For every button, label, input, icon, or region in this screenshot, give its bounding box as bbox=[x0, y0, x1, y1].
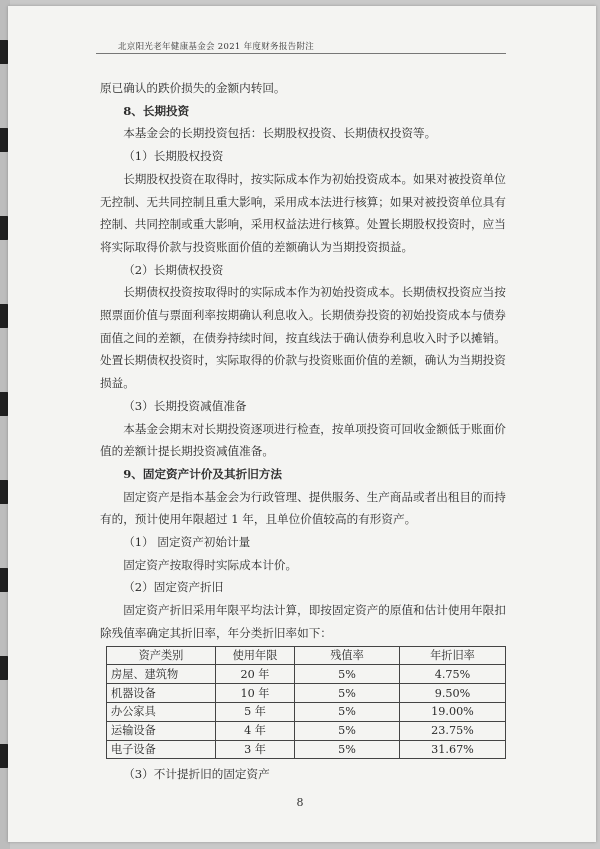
section-heading: 9、固定资产计价及其折旧方法 bbox=[123, 466, 282, 481]
table-cell: 房屋、建筑物 bbox=[107, 665, 216, 684]
section-heading: 8、长期投资 bbox=[123, 103, 190, 118]
table-cell: 5% bbox=[295, 740, 400, 759]
table-cell: 10 年 bbox=[216, 684, 295, 703]
table-header-row bbox=[107, 646, 506, 665]
subsection-heading: （1） 固定资产初始计量 bbox=[123, 535, 251, 550]
table-row bbox=[107, 721, 506, 740]
table-cell: 20 年 bbox=[216, 665, 295, 684]
table-cell: 5% bbox=[295, 702, 400, 721]
depreciation-table bbox=[106, 646, 506, 760]
table-header-cell: 资产类别 bbox=[107, 646, 216, 665]
table-cell: 运输设备 bbox=[107, 721, 216, 740]
table-cell: 4 年 bbox=[216, 721, 295, 740]
table-row bbox=[107, 684, 506, 703]
subsection-heading: （3）长期投资减值准备 bbox=[123, 398, 247, 413]
subsection-heading: （1）长期股权投资 bbox=[123, 149, 224, 164]
page-number: 8 bbox=[296, 796, 304, 809]
table-row bbox=[107, 740, 506, 759]
table-cell: 5% bbox=[295, 665, 400, 684]
table-cell: 4.75% bbox=[400, 665, 506, 684]
table-cell: 5 年 bbox=[216, 702, 295, 721]
paragraph: 固定资产折旧采用年限平均法计算，即按固定资产的原值和估计使用年限扣除残值率确定其折旧率，年分类折旧率如下： bbox=[100, 603, 506, 640]
table-cell: 5% bbox=[295, 721, 400, 740]
subsection-heading: （2）长期债权投资 bbox=[123, 262, 224, 277]
table-row bbox=[107, 665, 506, 684]
paragraph: 本基金会期末对长期投资逐项进行检查，按单项投资可回收金额低于账面价值的差额计提长期投资减值准备。 bbox=[100, 421, 506, 459]
table-cell: 5% bbox=[295, 684, 400, 703]
document-body bbox=[100, 77, 510, 786]
subsection-heading: （3）不计提折旧的固定资产 bbox=[123, 767, 270, 782]
paragraph: 原已确认的跌价损失的金额内转回。 bbox=[100, 81, 286, 95]
table-row bbox=[107, 702, 506, 721]
table-cell: 23.75% bbox=[400, 721, 506, 740]
table-cell: 9.50% bbox=[400, 684, 506, 703]
running-header: 北京阳光老年健康基金会 2021 年度财务报告附注 bbox=[118, 42, 315, 52]
table-header-cell: 年折旧率 bbox=[400, 646, 506, 665]
table-cell: 31.67% bbox=[400, 740, 506, 759]
header-rule bbox=[96, 53, 506, 54]
paragraph: 长期股权投资在取得时，按实际成本作为初始投资成本。如果对被投资单位无控制、无共同控制且重大影响，采用成本法进行核算；如果对被投资单位具有控制、共同控制或重大影响，采用权益法进行核算。处置长期股权投资时，应当将实际取得价款与投资账面价值的差额确认为当期投资损益。 bbox=[100, 171, 506, 254]
paragraph: 固定资产按取得时实际成本计价。 bbox=[123, 557, 298, 572]
table-cell: 电子设备 bbox=[107, 740, 216, 759]
paragraph: 本基金会的长期投资包括：长期股权投资、长期债权投资等。 bbox=[123, 126, 437, 141]
table-cell: 办公家具 bbox=[107, 702, 216, 721]
subsection-heading: （2）固定资产折旧 bbox=[123, 580, 224, 595]
paragraph: 长期债权投资按取得时的实际成本作为初始投资成本。长期债权投资应当按照票面价值与票面利率按期确认利息收入。长期债券投资的初始投资成本与债券面值之间的差额，在债券持续时间，按直线法于确认债券利息收入时予以摊销。处置长期债权投资时，实际取得的价款与投资账面价值的差额，确认为当期投资损益。 bbox=[100, 285, 506, 391]
table-cell: 19.00% bbox=[400, 702, 506, 721]
table-header-cell: 使用年限 bbox=[216, 646, 295, 665]
table-cell: 机器设备 bbox=[107, 684, 216, 703]
table-cell: 3 年 bbox=[216, 740, 295, 759]
table-header-cell: 残值率 bbox=[295, 646, 400, 665]
paragraph: 固定资产是指本基金会为行政管理、提供服务、生产商品或者出租目的而持有的，预计使用年限超过 1 年，且单位价值较高的有形资产。 bbox=[100, 489, 506, 527]
